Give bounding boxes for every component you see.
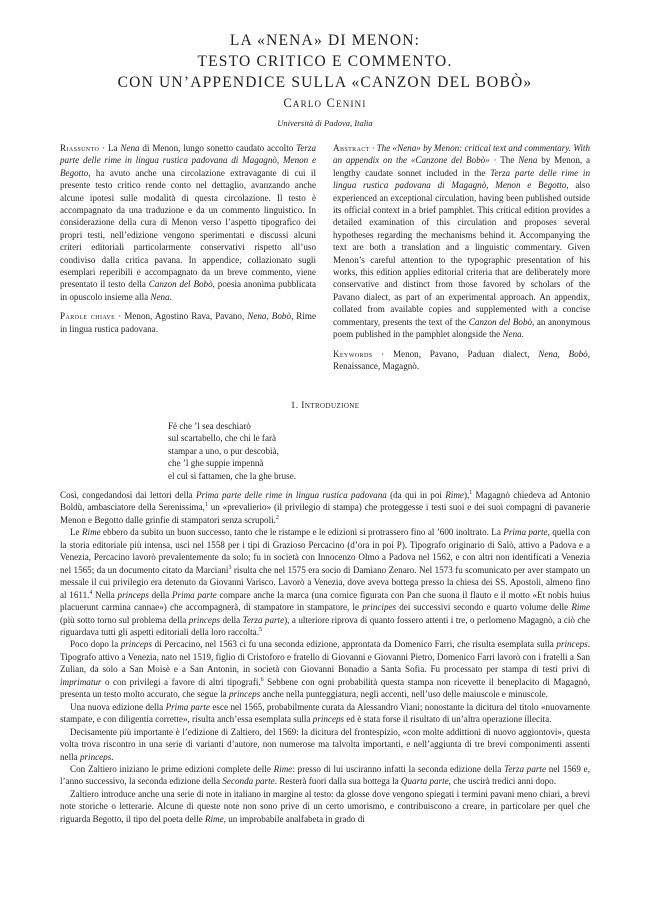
abstract: Abstract · The «Nena» by Menon: critical text and commentary. With an appendix on the «Canzone del Bobò» · The Nena by Menon, a lengthy caudate sonnet included in the Terza parte delle rime in lingua rustica padovana di Magagnò, Menon e Begotto, also experienced an exceptional circulation, having been published outside its official context in a brief pamphlet. This critical edition provides a detailed examination of this circulation and proposes several hypotheses regarding the mechanisms behind it. Accompanying the text are both a translation and a linguistic commentary. Given Menon’s careful attention to the typographic presentation of his works, this edition applies editorial criteria that are deliberately more conservative and distinct from those favored by scholars of the Pavano dialect, as part of an experimental approach. An appendix, collated from available copies and supplemented with a concise commentary, presents the text of the Canzon del Bobò, an anonymous poem published in the pamphlet alongside the Nena. [333, 143, 591, 340]
keywords: Keywords · Menon, Pavano, Paduan dialect, Nena, Bobò, Renaissance, Magagnò. [333, 348, 591, 371]
author-name: Carlo Cenini [283, 96, 367, 110]
abstract-column [333, 142, 590, 372]
body-text [60, 489, 590, 825]
parole-chiave-label: Parole chiave [60, 311, 116, 322]
section-number: 1. [290, 401, 302, 411]
footnote-ref[interactable]: 4 [89, 589, 93, 596]
paragraph: Così, congedandosi dai lettori della Prima parte delle rime in lingua rustica padovana (da qui in poi Rime),$^1$ Magagnò chiedeva ad Antonio Boldù, ambasciatore della Serenissima,$^1$ un «prevalierio» (il privilegio di stampa) che proteggesse i testi suoi e dei suoi compagni di pavanerie Menon e Begotto dalle grinfie di stampatori senza scrupoli.$^2$ [60, 489, 591, 525]
riassunto-label: Riassunto [60, 143, 100, 153]
paragraph: Una nuova edizione della Prima parte esce nel 1565, probabilmente curata da Alessandro Viani; nonostante la dicitura del titolo «nuovamente stampate, e con diligentia corrette», risulta anch’essa esemplata sulla princeps ed è stata forse il risultato di un’altra operazione illecita. [60, 701, 590, 725]
title-line-2: TESTO CRITICO E COMMENTO. [197, 53, 453, 70]
abstract-english-title: · The «Nena» by Menon: critical text and commentary. With an appendix on the «Canzone del Bobò» [333, 143, 591, 166]
abstract-label: Abstract [333, 143, 370, 153]
author-affiliation: Università di Padova, Italia [277, 118, 373, 128]
footnote-ref[interactable]: 6 [260, 676, 264, 683]
riassunto-column [60, 142, 316, 335]
footnote-ref[interactable]: 5 [258, 626, 262, 633]
section-heading [0, 401, 650, 411]
paragraph: Poco dopo la princeps di Percacino, nel 1563 ci fu una seconda edizione, approntata da Domenico Farri, che risulta esemplata sulla princeps. Tipografo attivo a Venezia, nato nel 1519, figlio di Cristoforo e fratello di Giovanni e Giovanni Pietro, Domenico Farri lavorò con i fratelli a San Zulian, da solo a San Moisè e a San Antonin, in società con Giovanni Bonadio a Santa Sofia. Fu processato per stampa di testi privi di imprimatur o con privilegi a favore di altri tipografi.$^6$ Sebbene con ogni probabilità questa stampa non ricevette il beneplacito di Magagnò, presenta un testo molto accurato, che segue la princeps anche nella punteggiatura, negli accenti, nell’uso delle maiuscole e minuscole. [60, 639, 590, 700]
paragraph: Zaltiero introduce anche una serie di note in italiano in margine al testo: da glosse dove vengono spiegati i termini pavani meno chiari, a brevi note storiche o letterarie. Alcune di queste note non sono prive di un certo umorismo, e contribuiscono a creare, in particolare per quel che riguarda Begotto, il tipo del poeta delle Rime, un improbabile analfabeta in grado di [60, 788, 590, 824]
footnote-ref[interactable]: 2 [275, 514, 279, 521]
paragraph: Decisamente più importante è l’edizione di Zaltiero, del 1569: la dicitura del frontespizio, «con molte addittioni di nuovo aggiontovi», questa volta trova riscontro in una serie di varianti d’autore, non numerose ma talvolta importanti, e nell’aggiunta di tre brevi componimenti assenti nella princeps. [60, 726, 590, 762]
footnote-ref[interactable]: 3 [228, 564, 232, 571]
poem-line: el cul sì fattamen, che la ghe bruse. [168, 470, 297, 481]
paragraph: Con Zaltiero iniziano le prime edizioni complete delle Rime: presso di lui usciranno infatti la seconda edizione della Terza parte nel 1569 e, l’anno successivo, la seconda edizione della Seconda parte. Resterà fuori dalla sua bottega la Quarta parte, che uscirà tredici anni dopo. [60, 763, 590, 787]
poem-line: stampar a uno, o pur descobià, [168, 445, 279, 456]
epigraph-poem [168, 420, 296, 482]
parole-chiave: Parole chiave · Menon, Agostino Rava, Pavano, Nena, Bobò, Rime in lingua rustica padovana. [60, 311, 317, 334]
paragraph: Le Rime ebbero da subito un buon successo, tanto che le ristampe e le edizioni si protrassero fino al ’600 inoltrato. La Prima parte, quella con la storia editoriale più intensa, uscì nel 1558 per i tipi di Grazioso Percacino (d’ora in poi P). Tipografo originario di Salò, attivo a Padova e a Venezia, Percacino lavorò prevalentemente da solo; fu in società con Innocenzo Olmo a Padova nel 1562, e con altri non identificati a Venezia nel 1565; da un documento citato da Marciani$^3$ risulta che nel 1575 era socio di Damiano Zenaro. Nel 1573 fu scomunicato per aver stampato un messale il cui privilegio era detenuto da Giovanni Varisco. Lavorò a Venezia, dove aveva bottega presso la chiesa dei SS. Apostoli, almeno fino al 1611.$^4$ Nella princeps della Prima parte compare anche la marca (una cornice figurata con Pan che suona il flauto e il motto «Et nobis huius placuerunt carmina cannae») che accompagnerà, di stampatore in stampatore, le principes dei successivi secondo e quarto volume delle Rime (più sotto torno sul problema della princeps della Terza parte), a ulteriore riprova di quanto fossero attenti i tre, o perlomeno Magagnò, a ciò che riguardava tutti gli aspetti editoriali della loro raccolta.$^5$ [60, 527, 591, 637]
keywords-label: Keywords [333, 348, 373, 359]
poem-line: sul scartabello, che chi le farà [168, 433, 277, 444]
section-title: Introduzione [301, 401, 360, 411]
footnote-ref[interactable]: 1 [469, 489, 473, 496]
footnote-ref[interactable]: 1 [204, 502, 208, 509]
riassunto: Riassunto · La Nena di Menon, lungo sonetto caudato accolto Terza parte delle rime in lingua rustica padovana di Magagnò, Menon e Begotto, ha avuto anche una circolazione extravagante di cui il presente testo critico rende conto nel dettaglio, avanzando anche alcune ipotesi sulle modalità di questa circolazione. Il testo è accompagnato da una traduzione e da un commento linguistico. In considerazione della cura di Menon verso l’aspetto tipografico dei propri testi, nell’edizione vengono sperimentati e discussi alcuni criteri editoriali particolarmente conservativi rispetto all’uso condiviso dalla critica pavana. In appendice, collazionato sugli esemplari reperibili e accompagnato da un breve commento, viene presentato il testo della Canzon del Bobò, poesia anonima pubblicata in opuscolo insieme alla Nena. [60, 143, 316, 302]
poem-line: Fé che ’l sea deschiarò [168, 421, 251, 431]
title-line-3: CON UN’APPENDICE SULLA «CANZON DEL BOBÒ» [117, 74, 533, 91]
title-line-1: LA «NENA» DI MENON: [229, 32, 421, 49]
poem-line: che ’l ghe suppie impennà [168, 458, 264, 469]
article-title [0, 30, 650, 93]
